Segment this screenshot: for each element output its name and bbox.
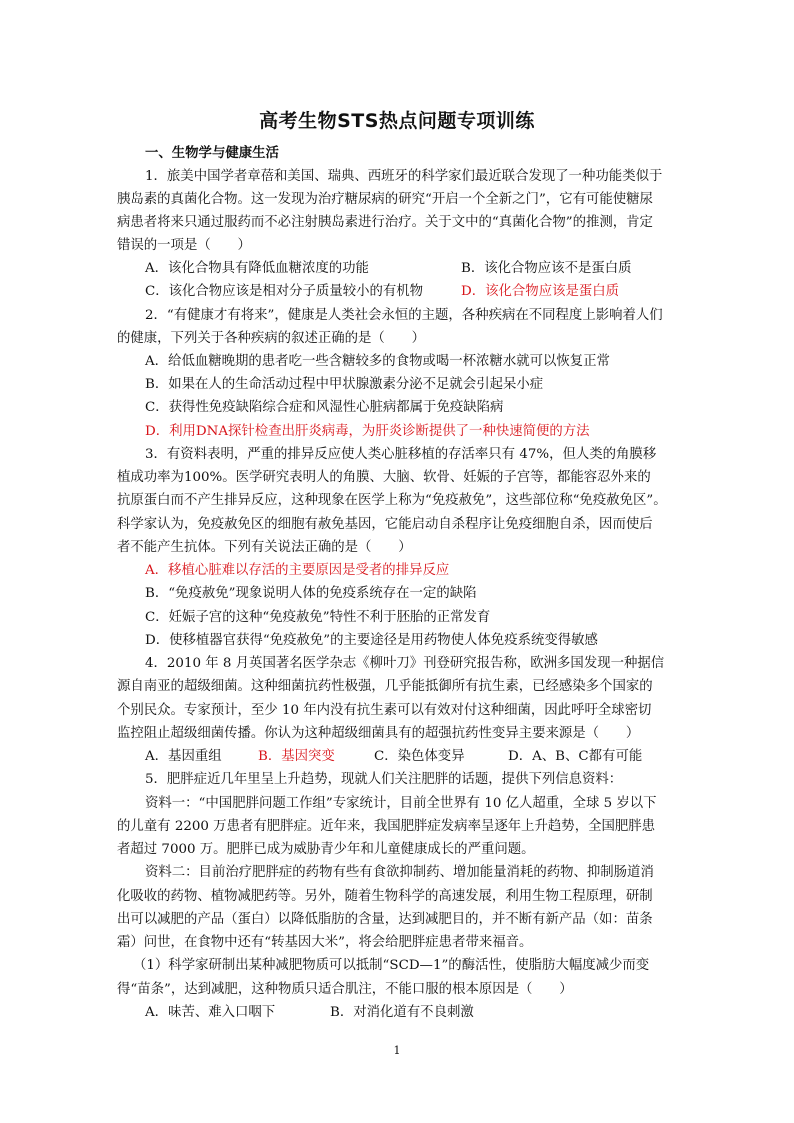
sub-question-1-line-2: 得“苗条”，达到减肥，这种物质只适合肌注，不能口服的根本原因是（ ） xyxy=(117,982,573,997)
material-2-line-3: 出可以减肥的产品（蛋白）以降低脂肪的含量，达到减肥目的，并不断有新产品（如：苗条 xyxy=(117,912,653,927)
sub-question-1-line-1: （1）科学家研制出某种减肥物质可以抵制“SCD—1”的酶活性，使脂肪大幅度减少而变 xyxy=(133,958,650,973)
question-1-line-1: 1．旅美中国学者章蓓和美国、瑞典、西班牙的科学家们最近联合发现了一种功能类似于 xyxy=(145,169,663,184)
question-1-option-c: C．该化合物应该是相对分子质量较小的有机物 xyxy=(145,284,424,299)
question-4-line-2: 源自南亚的超级细菌。这种细菌抗药性极强，几乎能抵御所有抗生素，已经感染多个国家的 xyxy=(117,679,653,694)
question-3-line-4: 科学家认为，免疫赦免区的细胞有赦免基因，它能启动自杀程序让免疫细胞自杀，因而使后 xyxy=(117,517,653,532)
material-1-line-3: 者超过 7000 万。肥胖已成为威胁青少年和儿童健康成长的严重问题。 xyxy=(117,842,535,857)
question-4-options-row xyxy=(145,746,681,768)
material-2-line-2: 化吸收的药物、植物减肥药等。另外，随着生物科学的高速发展，利用生物工程原理，研制 xyxy=(117,889,653,904)
question-1-option-d-answer: D．该化合物应该是蛋白质 xyxy=(461,284,620,299)
question-5-line-1: 5．肥胖症近几年里呈上升趋势，现就人们关注肥胖的话题，提供下列信息资料： xyxy=(145,772,623,787)
question-1-options-row-1 xyxy=(145,258,681,280)
question-1-options-row-2 xyxy=(145,281,681,303)
question-1-line-2: 胰岛素的真菌化合物。这一发现为治疗糖尿病的研究“开启一个全新之门”，它有可能使糖尿 xyxy=(117,192,653,207)
question-3-line-2: 植成功率为100%。医学研究表明人的角膜、大脑、软骨、妊娠的子宫等，都能容忍外来的 xyxy=(117,470,651,485)
material-2-line-4: 霜）问世，在食物中还有“转基因大米”，将会给肥胖症患者带来福音。 xyxy=(117,935,533,950)
question-3-line-5: 者不能产生抗体。下列有关说法正确的是（ ） xyxy=(117,540,412,555)
sub-question-1-option-b: B．对消化道有不良刺激 xyxy=(330,1005,474,1020)
sub-question-1-options-row xyxy=(145,1002,681,1024)
document-title: 高考生物STS热点问题专项训练 xyxy=(259,110,535,132)
page-number: 1 xyxy=(393,1044,401,1057)
question-4-option-a: A．基因重组 xyxy=(145,749,222,764)
question-2-option-d-answer: D．利用DNA探针检查出肝炎病毒，为肝炎诊断提供了一种快速简便的方法 xyxy=(145,424,590,439)
question-1-option-a: A．该化合物具有降低血糖浓度的功能 xyxy=(145,261,369,276)
question-2-option-c: C．获得性免疫缺陷综合症和风湿性心脏病都属于免疫缺陷病 xyxy=(145,400,504,415)
question-2-option-b: B．如果在人的生命活动过程中甲状腺激素分泌不足就会引起呆小症 xyxy=(145,377,544,392)
question-3-option-c: C．妊娠子宫的这种“免疫赦免”特性不利于胚胎的正常发育 xyxy=(145,610,491,625)
question-1-line-4: 错误的一项是（ ） xyxy=(117,238,251,253)
section-heading: 一、生物学与健康生活 xyxy=(145,146,279,161)
question-3-line-1: 3．有资料表明，严重的排异反应使人类心脏移植的存活率只有 47%，但人类的角膜移 xyxy=(145,447,657,462)
question-4-line-4: 监控阻止超级细菌传播。你认为这种超级细菌具有的超强抗药性变异主要来源是（ ） xyxy=(117,726,640,741)
question-2-option-a: A．给低血糖晚期的患者吃一些含糖较多的食物或喝一杯浓糖水就可以恢复正常 xyxy=(145,354,610,369)
question-1-option-b: B．该化合物应该不是蛋白质 xyxy=(461,261,632,276)
sub-question-1-option-a: A．味苦、难入口咽下 xyxy=(145,1005,276,1020)
question-4-line-3: 个别民众。专家预计，至少 10 年内没有抗生素可以有效对付这种细菌，因此呼吁全球密切 xyxy=(117,703,652,718)
question-2-line-1: 2．“有健康才有将来”，健康是人类社会永恒的主题，各种疾病在不同程度上影响着人们 xyxy=(145,308,663,323)
material-2-line-1: 资料二：目前治疗肥胖症的药物有些有食欲抑制药、增加能量消耗的药物、抑制肠道消 xyxy=(145,865,654,880)
question-1-line-3: 病患者将来只通过服药而不必注射胰岛素进行治疗。关于文中的“真菌化合物”的推测，肯定 xyxy=(117,215,653,230)
question-3-line-3: 抗原蛋白而不产生排异反应，这种现象在医学上称为“免疫赦免”，这些部位称“免疫赦免区”。 xyxy=(117,493,667,508)
question-4-option-c: C．染色体变异 xyxy=(374,749,465,764)
question-4-option-b-answer: B．基因突变 xyxy=(258,749,335,764)
question-3-option-d: D．使移植器官获得“免疫赦免”的主要途径是用药物使人体免疫系统变得敏感 xyxy=(145,633,598,648)
question-4-line-1: 4．2010 年 8 月英国著名医学杂志《柳叶刀》刊登研究报告称，欧洲多国发现一种据信 xyxy=(145,656,665,671)
question-2-line-2: 的健康，下列关于各种疾病的叙述正确的是（ ） xyxy=(117,331,425,346)
material-1-line-2: 的儿童有 2200 万患者有肥胖症。近年来，我国肥胖症发病率呈逐年上升趋势，全国肥胖患 xyxy=(117,819,656,834)
question-3-option-a-answer: A．移植心脏难以存活的主要原因是受者的排异反应 xyxy=(145,563,450,578)
question-4-option-d: D．A、B、C都有可能 xyxy=(508,749,643,764)
question-3-option-b: B．“免疫赦免”现象说明人体的免疫系统存在一定的缺陷 xyxy=(145,586,477,601)
material-1-line-1: 资料一：“中国肥胖问题工作组”专家统计，目前全世界有 10 亿人超重，全球 5 岁以下 xyxy=(145,796,657,811)
